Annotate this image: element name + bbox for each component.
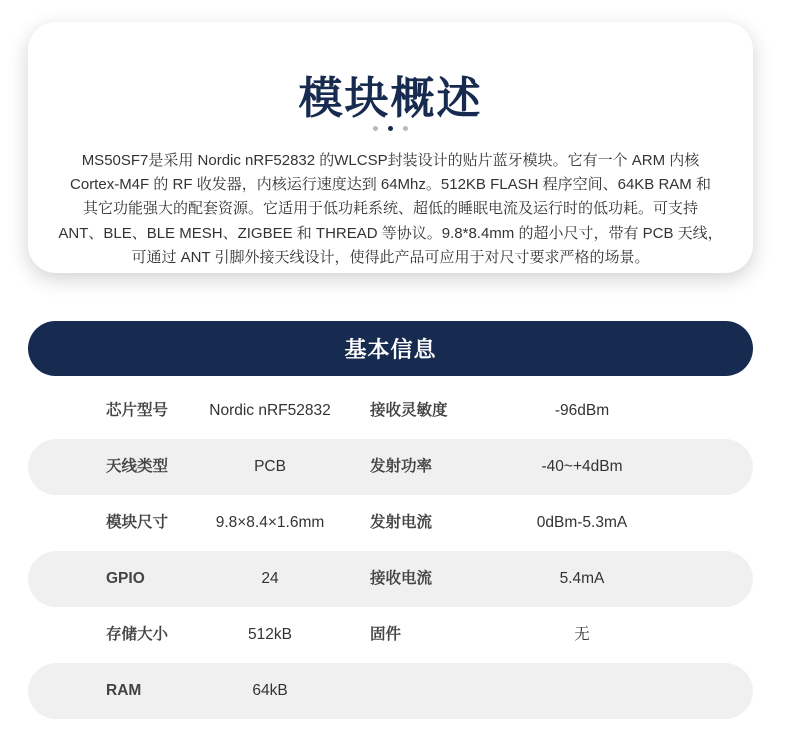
spec-row: [28, 439, 753, 495]
spec-value: 512kB: [248, 626, 292, 643]
spec-label: 芯片型号: [106, 402, 169, 419]
spec-value: Nordic nRF52832: [209, 402, 331, 419]
spec-label: GPIO: [106, 570, 145, 587]
description-line: Cortex-M4F 的 RF 收发器，内核运行速度达到 64Mhz。512KB FLASH 程序空间、64KB RAM 和: [70, 176, 711, 194]
overview-card: [28, 22, 753, 273]
spec-label: 发射功率: [370, 458, 433, 475]
overview-title: 模块概述: [298, 74, 483, 123]
spec-row: [28, 551, 753, 607]
spec-label: RAM: [106, 682, 142, 699]
spec-row: [28, 383, 753, 439]
description-line: MS50SF7是采用 Nordic nRF52832 的WLCSP封装设计的贴片蓝牙模块。它有一个 ARM 内核: [81, 152, 700, 169]
spec-value: 0dBm-5.3mA: [536, 514, 628, 531]
spec-label: 天线类型: [106, 458, 169, 475]
spec-label: 发射电流: [370, 514, 433, 531]
carousel-dot[interactable]: [373, 126, 378, 131]
spec-value: 5.4mA: [559, 570, 605, 587]
description-line: 其它功能强大的配套资源。它适用于低功耗系统、超低的睡眠电流及运行时的低功耗。可支持: [82, 200, 698, 218]
spec-value: [482, 663, 682, 719]
spec-label: 固件: [370, 626, 402, 643]
spec-value: 9.8×8.4×1.6mm: [215, 514, 325, 531]
basic-info-header: 基本信息: [28, 321, 753, 376]
description-line: 可通过 ANT 引脚外接天线设计，使得此产品可应用于对尺寸要求严格的场景。: [131, 248, 650, 266]
spec-value: -40~+4dBm: [541, 458, 623, 475]
spec-value: -96dBm: [554, 402, 610, 419]
spec-value: PCB: [254, 458, 286, 475]
spec-row: [28, 495, 753, 551]
spec-label: 存储大小: [106, 626, 169, 643]
spec-row: [28, 607, 753, 663]
carousel-dot-active[interactable]: [388, 126, 393, 131]
spec-value: 无: [574, 626, 590, 643]
spec-label: 模块尺寸: [106, 514, 169, 531]
description-line: ANT、BLE、BLE MESH、ZIGBEE 和 THREAD 等协议。9.8*8.4mm 的超小尺寸，带有 PCB 天线，: [58, 224, 723, 242]
spec-label: 接收灵敏度: [370, 402, 448, 419]
spec-value: 24: [261, 570, 279, 587]
spec-label: 接收电流: [370, 570, 433, 587]
spec-value: 64kB: [252, 682, 288, 699]
spec-row: [28, 663, 753, 719]
carousel-dot[interactable]: [403, 126, 408, 131]
carousel-dots: [28, 126, 753, 131]
overview-description: [58, 149, 723, 270]
